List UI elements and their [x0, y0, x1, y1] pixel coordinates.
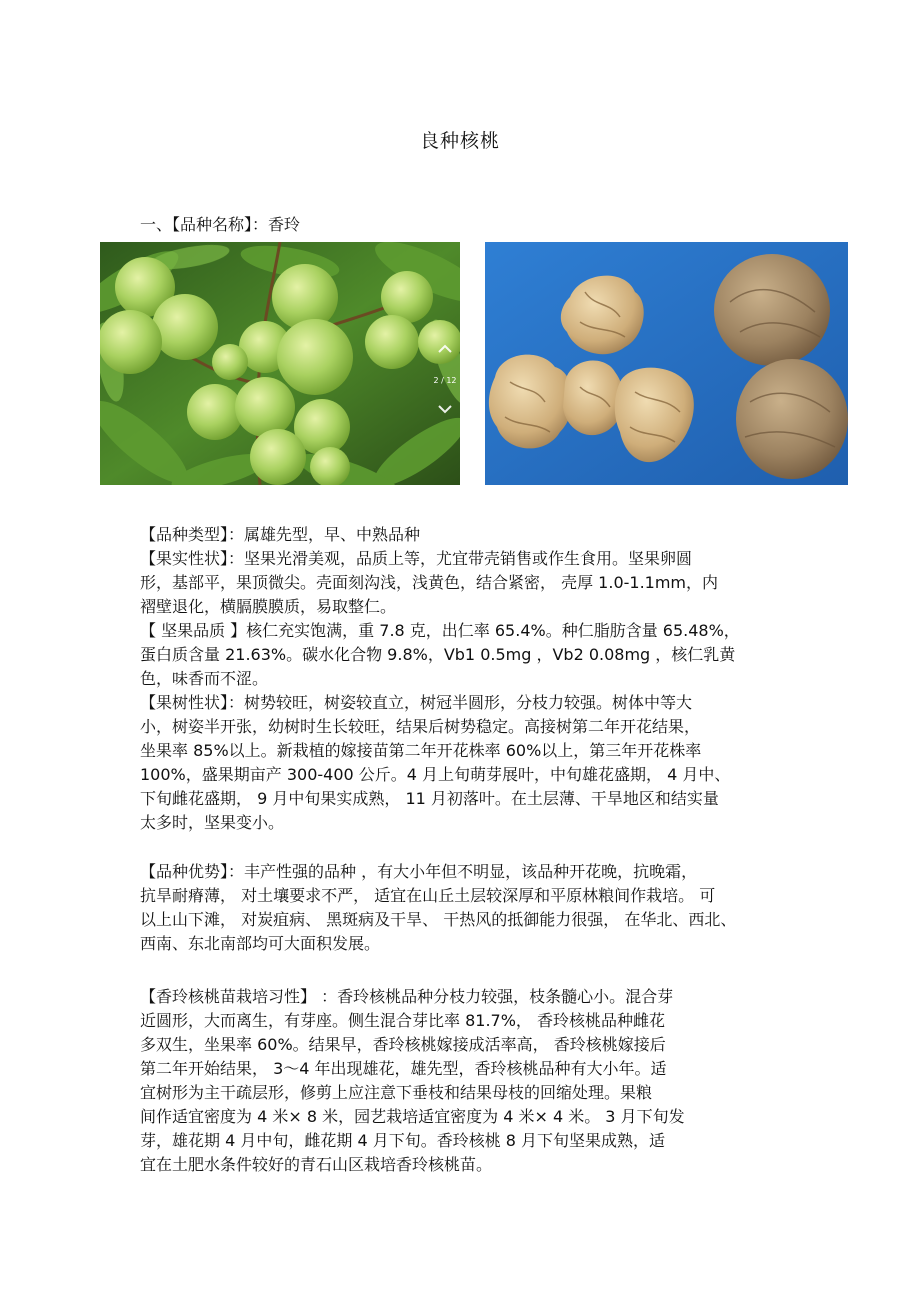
- text-line: 蛋白质含量 21.63%。碳水化合物 9.8%，Vb1 0.5mg ，Vb2 0.08mg ，核仁乳黄: [140, 645, 736, 664]
- text-line: 色，味香而不涩。: [140, 669, 269, 688]
- text-line: 【品种优势】：丰产性强的品种 ，有大小年但不明显，该品种开花晚，抗晚霜，: [140, 862, 698, 881]
- variety-advantages-paragraph: [140, 860, 790, 956]
- text-line: 坐果率 85%以上。新栽植的嫁接苗第二年开花株率 60%以上，第三年开花株率: [140, 741, 702, 760]
- text-line: 以上山下滩， 对炭疽病、 黑斑病及干旱、 干热风的抵御能力很强， 在华北、西北、: [140, 910, 737, 929]
- photo-page-indicator: 2 / 12: [433, 376, 457, 385]
- text-line: 形，基部平，果顶微尖。壳面刻沟浅，浅黄色，结合紧密， 壳厚 1.0-1.1mm，内: [140, 573, 719, 592]
- text-line: 褶壁退化，横膈膜膜质，易取整仁。: [140, 597, 397, 616]
- green-walnuts-photo: [100, 242, 460, 485]
- text-line: 多双生，坐果率 60%。结果早，香玲核桃嫁接成活率高， 香玲核桃嫁接后: [140, 1035, 666, 1054]
- text-line: 西南、东北南部均可大面积发展。: [140, 934, 381, 953]
- text-line: 100%，盛果期亩产 300-400 公斤。4 月上旬萌芽展叶，中旬雄花盛期， 4 月中、: [140, 765, 731, 784]
- text-line: 【香玲核桃苗栽培习性】 ：香玲核桃品种分枝力较强，枝条髓心小。混合芽: [140, 987, 674, 1006]
- text-line: 太多时，坚果变小。: [140, 813, 285, 832]
- walnut-kernels-image: [485, 242, 848, 485]
- text-line: 下旬雌花盛期， 9 月中旬果实成熟， 11 月初落叶。在土层薄、干旱地区和结实量: [140, 789, 719, 808]
- text-line: 【 坚果品质 】核仁充实饱满，重 7.8 克，出仁率 65.4%。种仁脂肪含量 65.48%，: [140, 621, 740, 640]
- text-line: 【果实性状】：坚果光滑美观，品质上等，尤宜带壳销售或作生食用。坚果卵圆: [140, 549, 693, 568]
- text-line: 小，树姿半开张，幼树时生长较旺，结果后树势稳定。高接树第二年开花结果，: [140, 717, 701, 736]
- text-line: 第二年开始结果， 3～4 年出现雄花，雄先型，香玲核桃品种有大小年。适: [140, 1059, 667, 1078]
- text-line: 宜树形为主干疏层形，修剪上应注意下垂枝和结果母枝的回缩处理。果粮: [140, 1083, 653, 1102]
- text-line: 间作适宜密度为 4 米× 8 米，园艺栽培适宜密度为 4 米× 4 米。 3 月下旬发: [140, 1107, 685, 1126]
- text-line: 宜在土肥水条件较好的青石山区栽培香玲核桃苗。: [140, 1155, 493, 1174]
- text-line: 【果树性状】：树势较旺，树姿较直立，树冠半圆形，分枝力较强。树体中等大: [140, 693, 693, 712]
- text-line: 抗旱耐瘠薄， 对土壤要求不严， 适宜在山丘土层较深厚和平原林粮间作栽培。 可: [140, 886, 716, 905]
- walnut-kernels-photo: [485, 242, 848, 485]
- text-line: 近圆形，大而离生，有芽座。侧生混合芽比率 81.7%， 香玲核桃品种雌花: [140, 1011, 666, 1030]
- green-walnuts-image: [100, 242, 460, 485]
- text-line: 【品种类型】：属雄先型，早、中熟品种: [140, 525, 421, 544]
- variety-traits-paragraph: [140, 523, 790, 835]
- cultivation-habits-paragraph: [140, 985, 790, 1177]
- page-title: 良种核桃: [419, 130, 500, 152]
- section-heading: 一、【品种名称】：香玲: [140, 215, 301, 234]
- text-line: 芽，雄花期 4 月中旬，雌花期 4 月下旬。香玲核桃 8 月下旬坚果成熟，适: [140, 1131, 666, 1150]
